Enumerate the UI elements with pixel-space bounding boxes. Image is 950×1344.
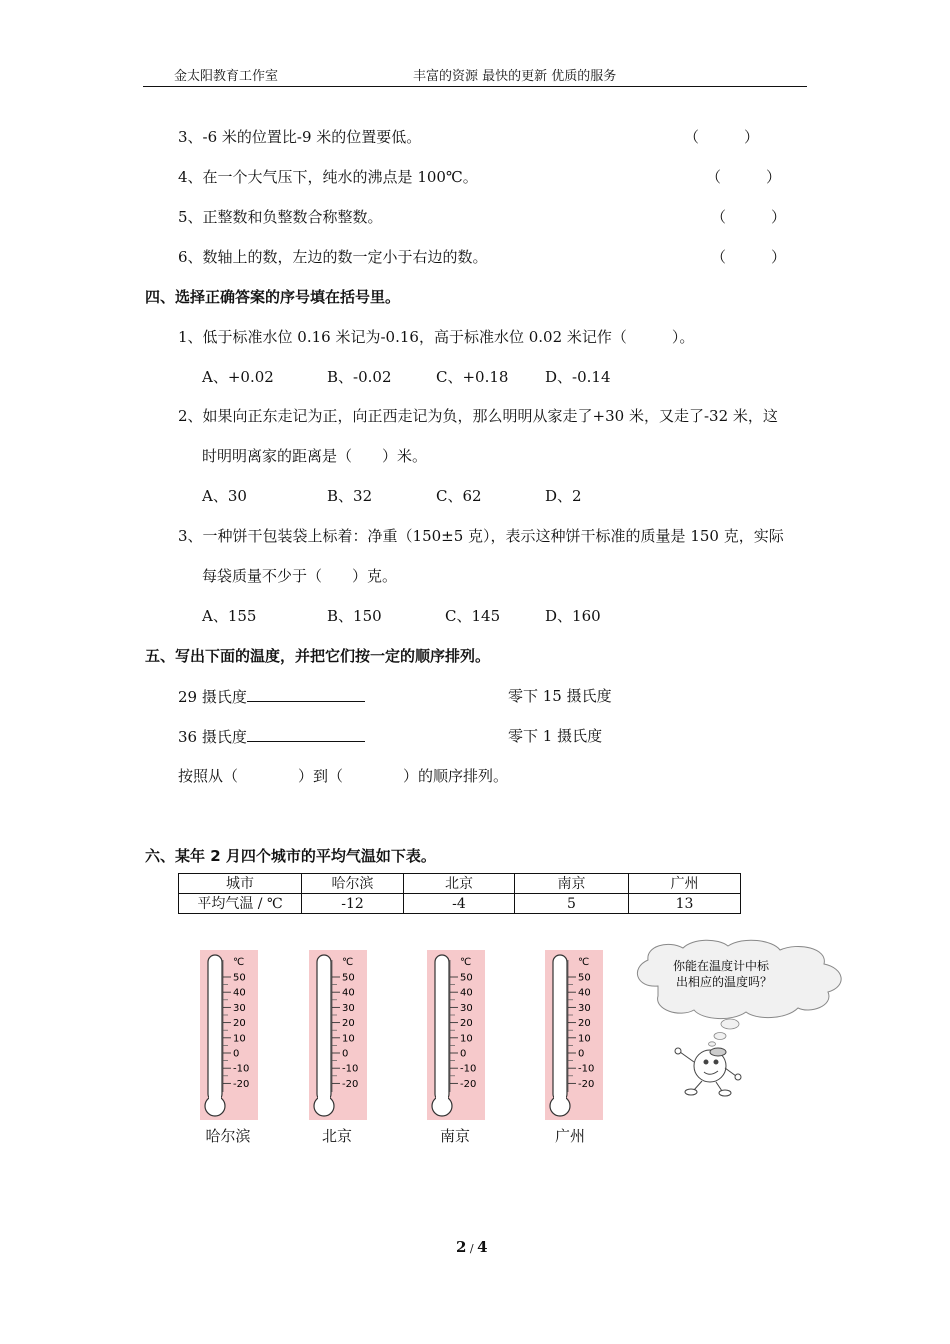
s5-item-36 bbox=[178, 726, 365, 747]
thermometer-tube[interactable] bbox=[435, 955, 449, 1101]
judge-q3-blank: （ ） bbox=[684, 128, 760, 146]
s4-q2-text-line2: 时明明离家的距离是（ ）米。 bbox=[202, 447, 428, 465]
judge-q4-blank: （ ） bbox=[706, 168, 782, 186]
judge-q6-blank: （ ） bbox=[711, 248, 787, 266]
judge-q4: 4、在一个大气压下，纯水的沸点是 100℃。 bbox=[178, 168, 478, 186]
judge-q5: 5、正整数和负整数合称整数。 bbox=[178, 208, 383, 226]
scale-label: 20 bbox=[460, 1018, 473, 1030]
scale-label: -10 bbox=[460, 1063, 477, 1075]
scale-label: 10 bbox=[578, 1033, 591, 1045]
judge-q3: 3、-6 米的位置比-9 米的位置要低。 bbox=[178, 128, 422, 146]
s4-q2-option-a: A、30 bbox=[202, 487, 247, 505]
section4-title: 四、选择正确答案的序号填在括号里。 bbox=[145, 288, 401, 306]
s4-q3-text-line2: 每袋质量不少于（ ）克。 bbox=[202, 567, 398, 585]
scale-label: 30 bbox=[233, 1002, 246, 1014]
scale-label: 20 bbox=[342, 1018, 355, 1030]
thermometer-南京 bbox=[427, 950, 485, 1120]
header-left: 金太阳教育工作室 bbox=[174, 69, 279, 84]
scale-label: 30 bbox=[460, 1002, 473, 1014]
scale-label: 0 bbox=[578, 1048, 585, 1060]
table-cell: 平均气温 / ℃ bbox=[179, 894, 302, 914]
city-label-harbin: 哈尔滨 bbox=[205, 1127, 251, 1145]
thermometer-哈尔滨 bbox=[200, 950, 258, 1120]
thermometer-北京 bbox=[309, 950, 367, 1120]
s5-item-29-label: 29 摄氏度 bbox=[178, 688, 247, 706]
page-separator: / bbox=[466, 1242, 478, 1255]
scale-label: -20 bbox=[578, 1078, 595, 1090]
scale-label: -10 bbox=[578, 1063, 595, 1075]
s5-item-minus1: 零下 1 摄氏度 bbox=[508, 727, 603, 745]
judge-q5-blank: （ ） bbox=[711, 208, 787, 226]
unit-label: ℃ bbox=[342, 957, 354, 968]
table-cell: 北京 bbox=[404, 874, 515, 894]
scale-label: 40 bbox=[233, 987, 246, 999]
bubble-text-line2: 出相应的温度吗？ bbox=[676, 975, 773, 989]
scale-label: 0 bbox=[233, 1048, 240, 1060]
tube-join bbox=[318, 1090, 330, 1104]
s4-q2-option-b: B、32 bbox=[327, 487, 373, 505]
table-row bbox=[179, 894, 741, 914]
bubble-dot bbox=[721, 1019, 739, 1029]
scale-label: 30 bbox=[342, 1002, 355, 1014]
tube-join bbox=[436, 1090, 448, 1104]
scale-label: -20 bbox=[460, 1078, 477, 1090]
thermometer-tube[interactable] bbox=[208, 955, 222, 1101]
scale-label: 0 bbox=[342, 1048, 349, 1060]
unit-label: ℃ bbox=[578, 957, 590, 968]
s4-q3-option-a: A、155 bbox=[202, 607, 257, 625]
s4-q2-text-line1: 2、如果向正东走记为正，向正西走记为负，那么明明从家走了+30 米，又走了-32 米，这 bbox=[178, 407, 778, 425]
table-cell: 13 bbox=[629, 894, 741, 914]
table-cell: 广州 bbox=[629, 874, 741, 894]
s5-item-36-blank[interactable] bbox=[247, 726, 365, 742]
thermometer-广州 bbox=[545, 950, 603, 1120]
scale-label: 10 bbox=[233, 1033, 246, 1045]
s5-item-minus15: 零下 15 摄氏度 bbox=[508, 687, 612, 705]
s4-q3-option-d: D、160 bbox=[545, 607, 601, 625]
s5-item-36-label: 36 摄氏度 bbox=[178, 728, 247, 746]
scale-label: 10 bbox=[342, 1033, 355, 1045]
thermometer-tube[interactable] bbox=[317, 955, 331, 1101]
city-label-beijing: 北京 bbox=[321, 1127, 352, 1145]
scale-label: 50 bbox=[578, 972, 591, 984]
section6-title: 六、某年 2 月四个城市的平均气温如下表。 bbox=[145, 847, 436, 865]
page-number bbox=[456, 1238, 488, 1256]
table-cell: 5 bbox=[515, 894, 629, 914]
s4-q1-option-d: D、-0.14 bbox=[545, 368, 611, 386]
table-cell: 哈尔滨 bbox=[302, 874, 404, 894]
scale-label: 0 bbox=[460, 1048, 467, 1060]
table-cell: 城市 bbox=[179, 874, 302, 894]
s4-q3-text-line1: 3、一种饼干包装袋上标着：净重（150±5 克），表示这种饼干标准的质量是 150 克，实际 bbox=[178, 527, 784, 545]
table-cell: -12 bbox=[302, 894, 404, 914]
scale-label: 40 bbox=[578, 987, 591, 999]
bubble-text-line1: 你能在温度计中标 bbox=[673, 959, 770, 973]
table-cell: -4 bbox=[404, 894, 515, 914]
scale-label: 20 bbox=[233, 1018, 246, 1030]
s4-q2-option-c: C、62 bbox=[436, 487, 482, 505]
s5-item-29 bbox=[178, 686, 365, 707]
s4-q1-text: 1、低于标准水位 0.16 米记为-0.16，高于标准水位 0.02 米记作（ ）。 bbox=[178, 328, 695, 346]
scale-label: 30 bbox=[578, 1002, 591, 1014]
s4-q2-option-d: D、2 bbox=[545, 487, 582, 505]
page-total: 4 bbox=[477, 1238, 488, 1256]
s4-q1-option-c: C、+0.18 bbox=[436, 368, 509, 386]
thermometer-tube[interactable] bbox=[553, 955, 567, 1101]
judge-q6: 6、数轴上的数，左边的数一定小于右边的数。 bbox=[178, 248, 488, 266]
cartoon-character-icon bbox=[675, 1048, 741, 1096]
s4-q3-option-b: B、150 bbox=[327, 607, 382, 625]
city-label-nanjing: 南京 bbox=[439, 1127, 470, 1145]
unit-label: ℃ bbox=[233, 957, 245, 968]
header-rule bbox=[143, 86, 807, 87]
table-header-row bbox=[179, 874, 741, 894]
scale-label: 50 bbox=[342, 972, 355, 984]
scale-label: 10 bbox=[460, 1033, 473, 1045]
s4-q3-option-c: C、145 bbox=[445, 607, 501, 625]
tube-join bbox=[209, 1090, 221, 1104]
page-current: 2 bbox=[456, 1238, 467, 1256]
s5-item-29-blank[interactable] bbox=[247, 686, 365, 702]
s5-order-line: 按照从（ ）到（ ）的顺序排列。 bbox=[178, 767, 509, 785]
thought-bubble-illustration bbox=[628, 938, 850, 1098]
bubble-dot bbox=[709, 1042, 716, 1046]
header-right: 丰富的资源 最快的更新 优质的服务 bbox=[413, 69, 617, 84]
bubble-dot bbox=[714, 1033, 726, 1040]
s4-q1-option-a: A、+0.02 bbox=[202, 368, 274, 386]
scale-label: 50 bbox=[460, 972, 473, 984]
unit-label: ℃ bbox=[460, 957, 472, 968]
scale-label: -10 bbox=[233, 1063, 250, 1075]
scale-label: 50 bbox=[233, 972, 246, 984]
scale-label: 40 bbox=[460, 987, 473, 999]
scale-label: 20 bbox=[578, 1018, 591, 1030]
table-cell: 南京 bbox=[515, 874, 629, 894]
temperature-table bbox=[178, 873, 741, 914]
scale-label: -20 bbox=[233, 1078, 250, 1090]
section5-title: 五、写出下面的温度，并把它们按一定的顺序排列。 bbox=[145, 647, 491, 665]
city-label-guangzhou: 广州 bbox=[554, 1127, 585, 1145]
scale-label: -10 bbox=[342, 1063, 359, 1075]
scale-label: -20 bbox=[342, 1078, 359, 1090]
s4-q1-option-b: B、-0.02 bbox=[327, 368, 392, 386]
tube-join bbox=[554, 1090, 566, 1104]
scale-label: 40 bbox=[342, 987, 355, 999]
